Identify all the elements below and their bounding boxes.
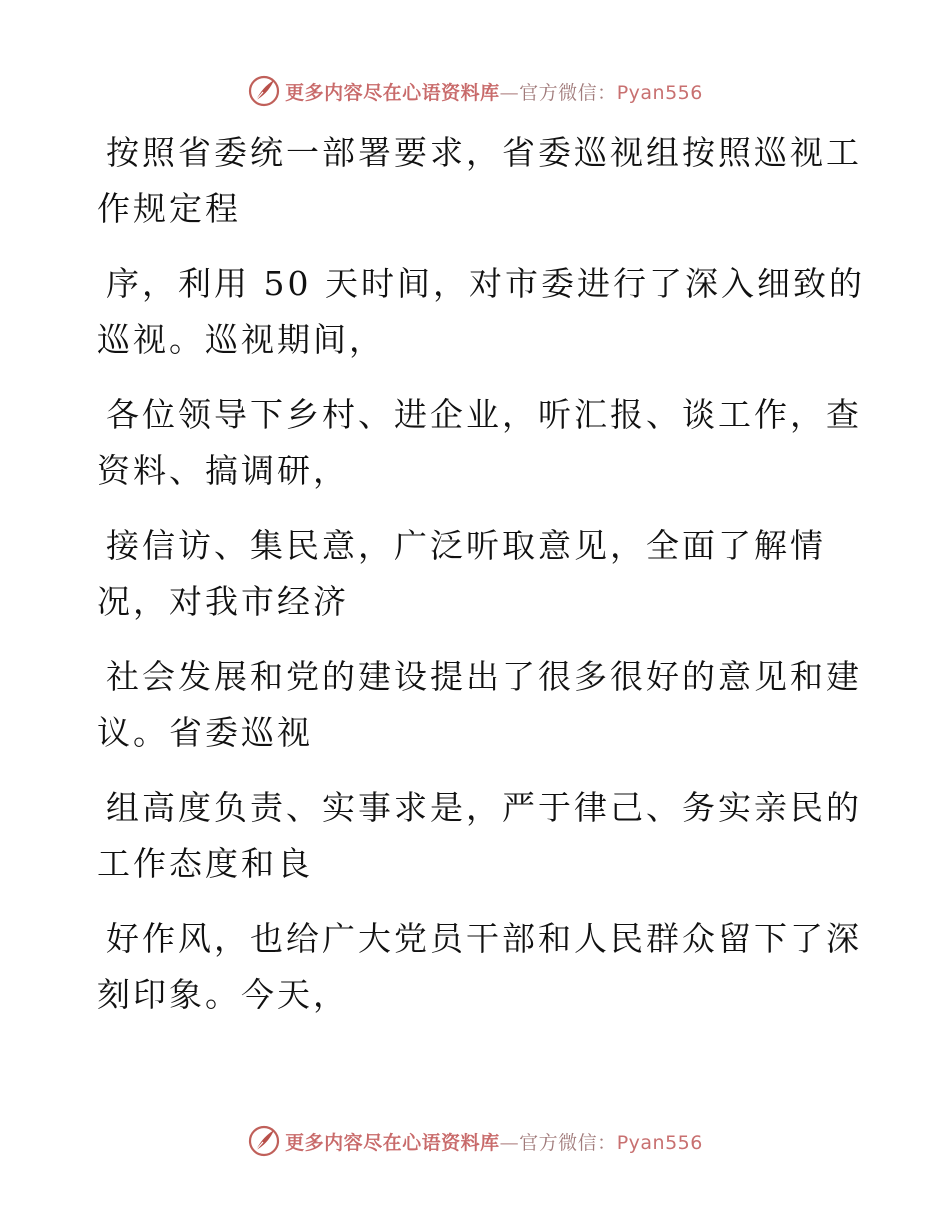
footer-wechat-label: 官方微信： bbox=[519, 1131, 617, 1154]
paragraph-line: 组高度负责、实事求是，严于律己、务实亲民的 bbox=[106, 788, 862, 827]
paragraph bbox=[97, 780, 862, 892]
paragraph-line: 况，对我市经济 bbox=[97, 582, 349, 621]
paragraph bbox=[97, 911, 862, 1023]
paragraph-line: 序，利用 50 天时间，对市委进行了深入细致的 bbox=[106, 264, 865, 303]
paragraph-line: 巡视。巡视期间， bbox=[97, 320, 385, 359]
quill-pen-icon bbox=[247, 1124, 281, 1158]
header-banner bbox=[0, 71, 950, 111]
header-brand-text bbox=[285, 78, 703, 105]
paragraph-line: 资料、搞调研， bbox=[97, 451, 349, 490]
document-body bbox=[97, 125, 865, 1023]
paragraph bbox=[97, 518, 837, 630]
footer-brand: 更多内容尽在心语资料库 bbox=[285, 1131, 500, 1154]
header-separator: — bbox=[499, 81, 520, 104]
paragraph bbox=[97, 256, 865, 368]
paragraph-line: 各位领导下乡村、进企业，听汇报、谈工作，查 bbox=[106, 395, 862, 434]
paragraph bbox=[97, 387, 862, 499]
paragraph-line: 按照省委统一部署要求，省委巡视组按照巡视工 bbox=[106, 133, 862, 172]
quill-pen-icon bbox=[247, 74, 281, 108]
footer-brand-text bbox=[285, 1128, 703, 1155]
paragraph-line: 好作风，也给广大党员干部和人民群众留下了深 bbox=[106, 919, 862, 958]
paragraph-line: 议。省委巡视 bbox=[97, 713, 313, 752]
paragraph-line: 接信访、集民意，广泛听取意见，全面了解情 bbox=[106, 526, 826, 565]
paragraph bbox=[97, 649, 862, 761]
paragraph-line: 作规定程 bbox=[97, 189, 241, 228]
paragraph-line: 社会发展和党的建设提出了很多很好的意见和建 bbox=[106, 657, 862, 696]
paragraph bbox=[97, 125, 862, 237]
footer-separator: — bbox=[499, 1131, 520, 1154]
header-wechat-id: Pyan556 bbox=[616, 81, 703, 104]
footer-wechat-id: Pyan556 bbox=[616, 1131, 703, 1154]
footer-banner bbox=[0, 1121, 950, 1161]
paragraph-line: 工作态度和良 bbox=[97, 844, 313, 883]
paragraph-line: 刻印象。今天， bbox=[97, 975, 349, 1014]
header-wechat-label: 官方微信： bbox=[519, 81, 617, 104]
header-brand: 更多内容尽在心语资料库 bbox=[285, 81, 500, 104]
